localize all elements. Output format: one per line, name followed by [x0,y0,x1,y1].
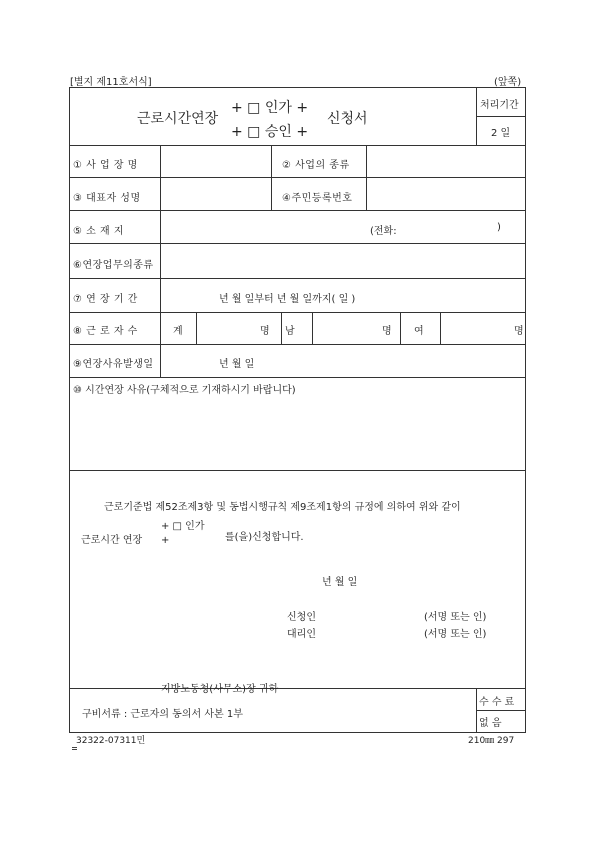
workplace-name-label: ① 사 업 장 명 [73,160,138,171]
phone-label: (전화: [370,226,397,237]
workers-female-label: 여 [414,326,424,337]
form-code: 32322-07311민 [76,736,146,746]
statement-approval-option[interactable]: + □ 인가 [161,521,205,532]
representative-field[interactable] [161,178,270,209]
reason-date-text[interactable]: 년 월 일 [219,359,255,370]
page-side: (앞쪽) [494,77,522,88]
applicant-signature[interactable]: (서명 또는 인) [424,612,487,623]
workers-total-label: 계 [173,326,183,337]
workers-label: ⑧ 근 로 자 수 [73,326,138,337]
workers-male-label: 남 [285,326,295,337]
option-approval[interactable]: + □ 인가 + [231,100,309,116]
representative-label: ③ 대표자 성명 [73,193,141,204]
address-label: ⑤ 소 재 지 [73,226,124,237]
workers-total-unit: 명 [260,326,270,337]
addressee: 지방노동청(사무소)장 귀하 [161,684,279,695]
processing-period-value: 2 일 [491,128,511,139]
agent-signature[interactable]: (서명 또는 인) [424,629,487,640]
reason-date-label: ⑨연장사유발생일 [73,359,154,370]
business-type-field[interactable] [367,146,524,176]
extension-work-label: ⑥연장업무의종류 [73,260,154,271]
business-type-label: ② 사업의 종류 [282,160,350,171]
reason-label: ⑩ 시간연장 사유(구체적으로 기재하시기 바랍니다) [73,385,296,396]
fee-value: 없 음 [479,718,502,729]
agent-label: 대리인 [287,629,316,640]
workers-female-unit: 명 [514,326,524,337]
form-number: [별지 제11호서식] [70,77,152,88]
phone-close: ) [497,222,501,233]
resident-number-label: ④주민등록번호 [282,193,353,204]
processing-period-label: 처리기간 [480,100,519,111]
extension-work-field[interactable] [161,244,524,277]
reason-field[interactable] [73,396,523,468]
page-mark-icon [72,747,77,753]
extension-period-text[interactable]: 년 월 일부터 년 월 일까지( 일 ) [219,294,356,305]
workplace-name-field[interactable] [156,146,271,176]
applicant-label: 신청인 [287,612,316,623]
statement-plus: + [161,535,170,546]
statement-prefix: 근로시간 연장 [81,535,143,546]
resident-number-field[interactable] [367,178,524,209]
statement-line: 근로기준법 제52조제3항 및 동법시행규칙 제9조제1항의 규정에 의하여 위와 같이 [104,502,461,513]
address-field[interactable] [161,211,361,242]
extension-period-label: ⑦ 연 장 기 간 [73,294,138,305]
fee-label: 수 수 료 [479,697,515,708]
option-authorization[interactable]: + □ 승인 + [231,124,309,140]
workers-male-unit: 명 [382,326,392,337]
required-documents: 구비서류 : 근로자의 동의서 사본 1부 [82,709,243,720]
statement-suffix: 를(을)신청합니다. [225,532,304,543]
paper-size: 210㎜ 297 [468,736,515,746]
form-title-suffix: 신청서 [327,111,368,127]
application-date[interactable]: 년 월 일 [322,577,358,588]
form-title: 근로시간연장 [137,111,219,127]
